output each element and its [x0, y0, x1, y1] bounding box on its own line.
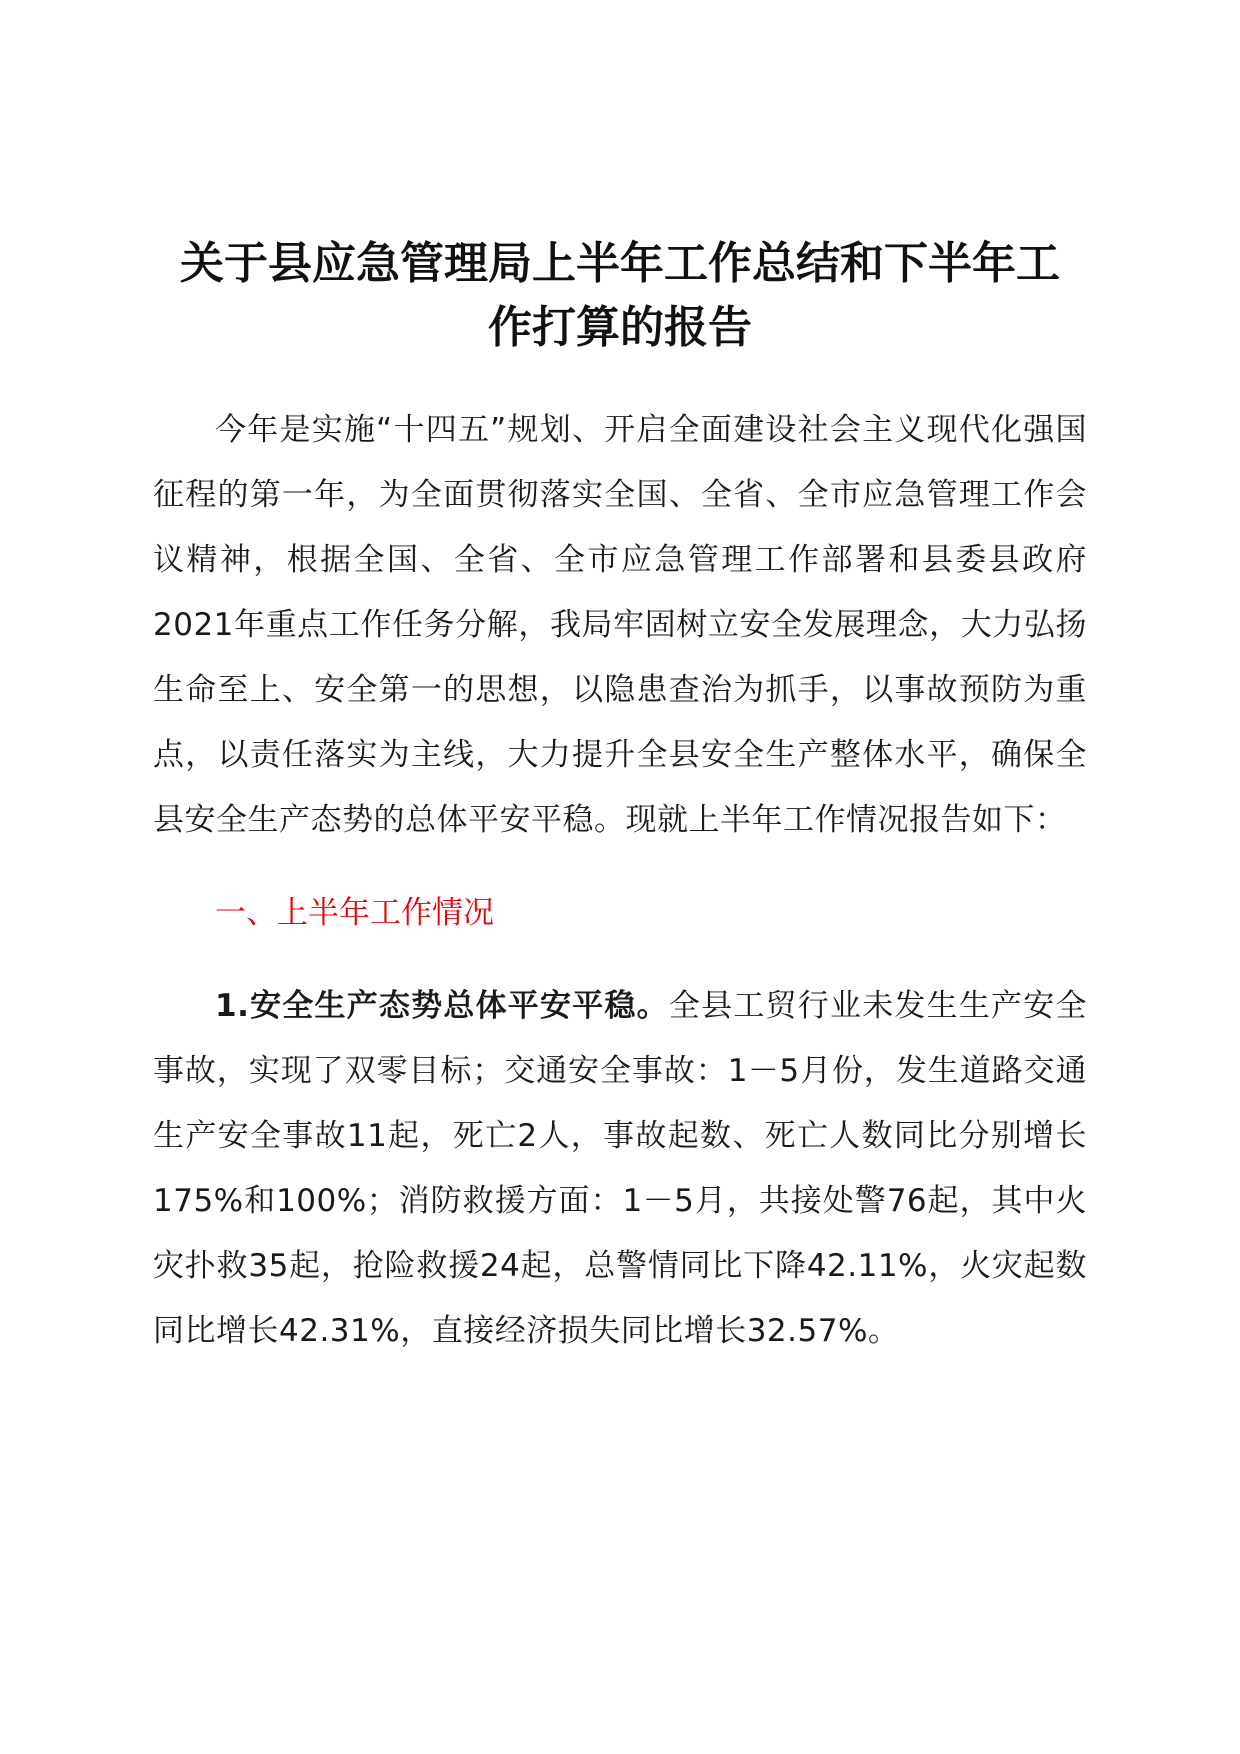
section-heading-1: 一、上半年工作情况 — [215, 895, 494, 931]
document-page — [153, 232, 1087, 1364]
item-1-body: 全县工贸行业未发生生产安全事故，实现了双零目标；交通安全事故：1－5月份，发生道路交通生产安全事故11起，死亡2人，事故起数、死亡人数同比分别增长175%和100%；消防救援方面：1－5月，共接处警76起，其中火灾扑救35起，抢险救援24起，总警情同比下降42.11%，火灾起数同比增长42.31%，直接经济损失同比增长32.57%。 — [153, 988, 1087, 1349]
document-title-line-1: 关于县应急管理局上半年工作总结和下半年工 — [180, 238, 1060, 289]
document-title-line-2: 作打算的报告 — [488, 302, 752, 353]
intro-paragraph: 今年是实施“十四五”规划、开启全面建设社会主义现代化强国征程的第一年，为全面贯彻落实全国、全省、全市应急管理工作会议精神，根据全国、全省、全市应急管理工作部署和县委县政府2021年重点工作任务分解，我局牢固树立安全发展理念，大力弘扬生命至上、安全第一的思想，以隐患查治为抓手，以事故预防为重点，以责任落实为主线，大力提升全县安全生产整体水平，确保全县安全生产态势的总体平安平稳。现就上半年工作情况报告如下： — [153, 412, 1087, 838]
item-1-paragraph — [153, 974, 1087, 1364]
item-1-lead: 1.安全生产态势总体平安平稳。 — [215, 988, 669, 1024]
document-title — [153, 232, 1087, 360]
